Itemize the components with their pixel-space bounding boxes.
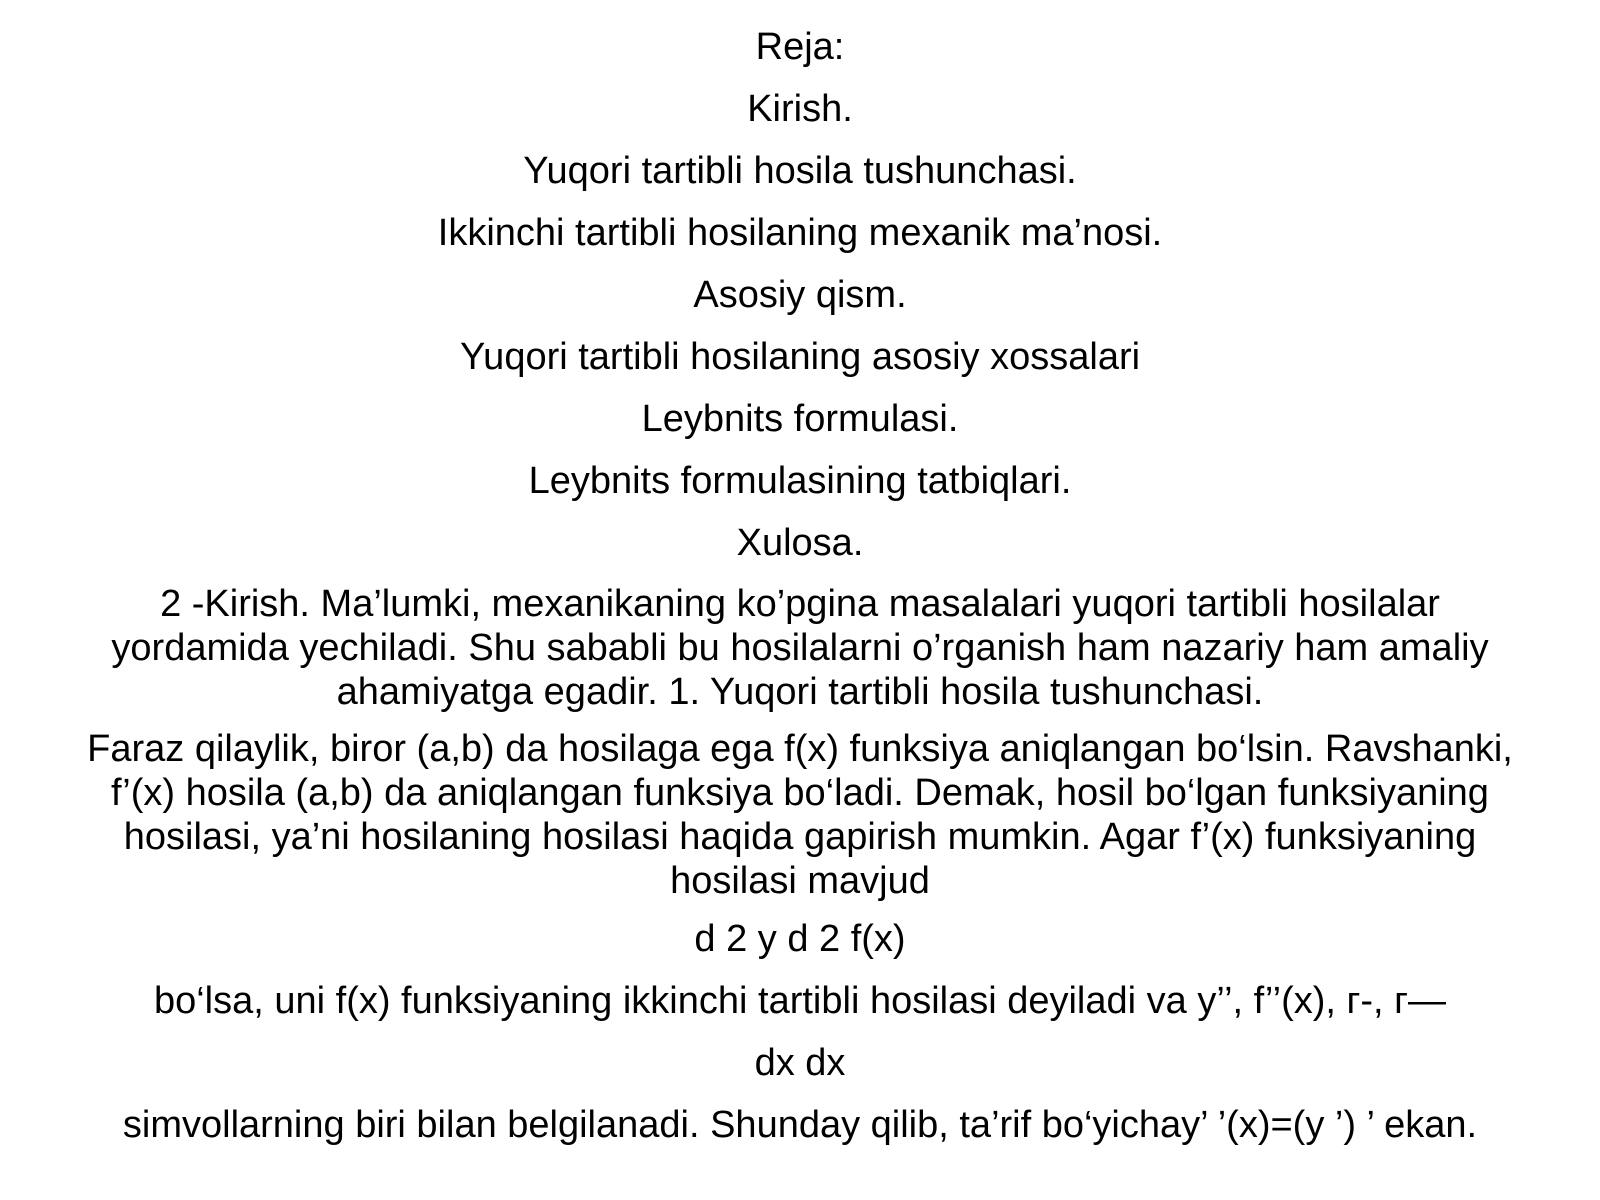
definition-paragraph bbox=[40, 727, 1560, 903]
plan-item-leibniz-apps: Leybnits formulasining tatbiqlari. bbox=[528, 460, 1072, 502]
plan-heading: Reja: bbox=[755, 26, 845, 68]
definition-line: hosilasi, ya’ni hosilaning hosilasi haqida gapirish mumkin. Agar f’(x) funksiyaning bbox=[123, 816, 1477, 858]
formula-denominator: dx dx bbox=[754, 1042, 846, 1084]
intro-paragraph bbox=[40, 582, 1560, 714]
document-page bbox=[40, 0, 1560, 1200]
formula-numerator: d 2 y d 2 f(x) bbox=[694, 918, 906, 960]
definition-line: hosilasi mavjud bbox=[670, 860, 930, 902]
plan-item-conclusion: Xulosa. bbox=[736, 522, 864, 564]
intro-line: yordamida yechiladi. Shu sababli bu hosilalarni o’rganish ham nazariy ham amaliy bbox=[111, 627, 1489, 669]
closing-line: simvollarning biri bilan belgilanadi. Shunday qilib, ta’rif bo‘yichay’ ’(x)=(y ’) ’ ekan. bbox=[122, 1104, 1478, 1146]
plan-item-leibniz: Leybnits formulasi. bbox=[641, 398, 959, 440]
intro-line: ahamiyatga egadir. 1. Yuqori tartibli hosila tushunchasi. bbox=[336, 671, 1264, 713]
definition-line: Faraz qilaylik, biror (a,b) da hosilaga ega f(x) funksiya aniqlangan bo‘lsin. Ravshanki, bbox=[87, 728, 1513, 770]
plan-item-mechanical: Ikkinchi tartibli hosilaning mexanik ma’nosi. bbox=[437, 212, 1163, 254]
definition-line: f’(x) hosila (a,b) da aniqlangan funksiya bo‘ladi. Demak, hosil bo‘lgan funksiyaning bbox=[111, 772, 1489, 814]
plan-item-main-part: Asosiy qism. bbox=[693, 274, 907, 316]
plan-item-properties: Yuqori tartibli hosilaning asosiy xossalari bbox=[459, 336, 1141, 378]
notation-line: bo‘lsa, uni f(x) funksiyaning ikkinchi tartibli hosilasi deyiladi va y’’, f’’(x), г-, г— bbox=[153, 980, 1447, 1022]
plan-item-intro: Kirish. bbox=[747, 88, 853, 130]
intro-line: 2 -Kirish. Ma’lumki, mexanikaning ko’pgina masalalari yuqori tartibli hosilalar bbox=[160, 583, 1440, 625]
plan-item-higher-order: Yuqori tartibli hosila tushunchasi. bbox=[523, 150, 1077, 192]
